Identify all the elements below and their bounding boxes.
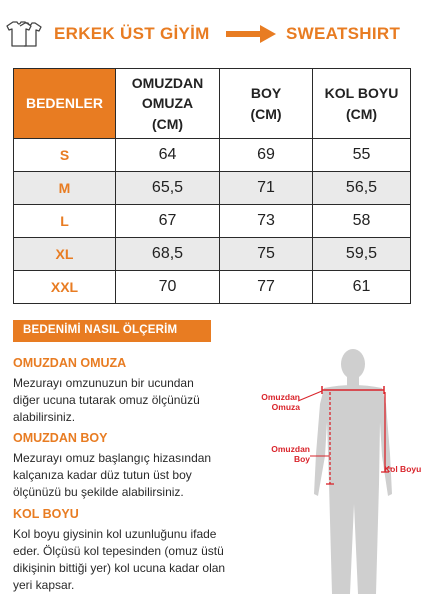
tshirt-icon (4, 20, 44, 48)
text-line: alabilirsiniz. (13, 410, 76, 424)
sleeve-section-title: KOL BOYU (13, 507, 79, 521)
header (0, 0, 424, 62)
table-row (14, 172, 411, 205)
how-to-measure-banner: BEDENİMİ NASIL ÖLÇERİM (13, 320, 211, 342)
text-line: kalçanıza kadar düz tutun üst boy (13, 468, 192, 482)
sleeve-measure-label: Kol Boyu (384, 464, 422, 474)
length-section-title: OMUZDAN BOY (13, 431, 108, 445)
size-label: L (14, 205, 116, 238)
sleeve-value: 56,5 (313, 172, 411, 205)
header-line: BOY (250, 85, 282, 102)
shoulder-value: 68,5 (116, 238, 220, 271)
table-row (14, 271, 411, 304)
shoulder-column-header (116, 69, 220, 139)
product-title: SWEATSHIRT (286, 24, 401, 43)
sleeve-value: 58 (313, 205, 411, 238)
table-row (14, 238, 411, 271)
header-line: OMUZDAN (131, 75, 204, 92)
text-line: diğer ucuna tutarak omuz ölçünüzü (13, 393, 200, 407)
shoulder-section-text (13, 375, 249, 426)
shoulder-measure-label (254, 392, 300, 412)
header-line: KOL BOYU (324, 85, 399, 102)
size-label: M (14, 172, 116, 205)
size-label: XL (14, 238, 116, 271)
category-title: ERKEK ÜST GİYİM (54, 24, 210, 43)
sleeve-column-header (313, 69, 411, 139)
length-value: 77 (220, 271, 313, 304)
size-label: XXL (14, 271, 116, 304)
text-line: dikişinin bittiği yer) kol ucuna kadar olan (13, 561, 226, 575)
body-measurement-figure (252, 344, 424, 600)
label-line: Omuzdan (261, 392, 300, 402)
header-unit: (CM) (250, 105, 282, 122)
text-line: Mezurayı omzunuzun bir ucundan (13, 376, 194, 390)
table-header-row (14, 69, 411, 139)
sizes-header: BEDENLER (14, 69, 116, 139)
sleeve-value: 59,5 (313, 238, 411, 271)
sleeve-value: 55 (313, 139, 411, 172)
text-line: Kol boyu giysinin kol uzunluğunu ifade (13, 527, 217, 541)
size-chart-table (13, 68, 411, 304)
length-value: 75 (220, 238, 313, 271)
text-line: Mezurayı omuz başlangıç hizasından (13, 451, 212, 465)
shoulder-section-title: OMUZDAN OMUZA (13, 356, 127, 370)
header-unit: (CM) (151, 115, 184, 132)
label-line: Omuzdan (271, 444, 310, 454)
shoulder-value: 65,5 (116, 172, 220, 205)
sleeve-value: 61 (313, 271, 411, 304)
length-measure-label (260, 444, 310, 464)
table-row (14, 139, 411, 172)
header-unit: (CM) (345, 105, 378, 122)
arrow-right-icon (226, 24, 276, 44)
shoulder-value: 67 (116, 205, 220, 238)
label-line: Omuza (271, 402, 300, 412)
label-line: Boy (293, 454, 310, 464)
shoulder-value: 64 (116, 139, 220, 172)
shoulder-value: 70 (116, 271, 220, 304)
length-value: 73 (220, 205, 313, 238)
text-line: ölçünüzü bu şekilde alabilirsiniz. (13, 485, 184, 499)
length-value: 69 (220, 139, 313, 172)
text-line: yeri kapsar. (13, 578, 75, 592)
length-section-text (13, 450, 249, 501)
sleeve-section-text (13, 526, 253, 594)
table-row (14, 205, 411, 238)
length-value: 71 (220, 172, 313, 205)
size-label: S (14, 139, 116, 172)
text-line: eder. Ölçüsü kol tepesinden (omuz üstü (13, 544, 224, 558)
header-line: OMUZA (141, 95, 194, 112)
length-column-header (220, 69, 313, 139)
